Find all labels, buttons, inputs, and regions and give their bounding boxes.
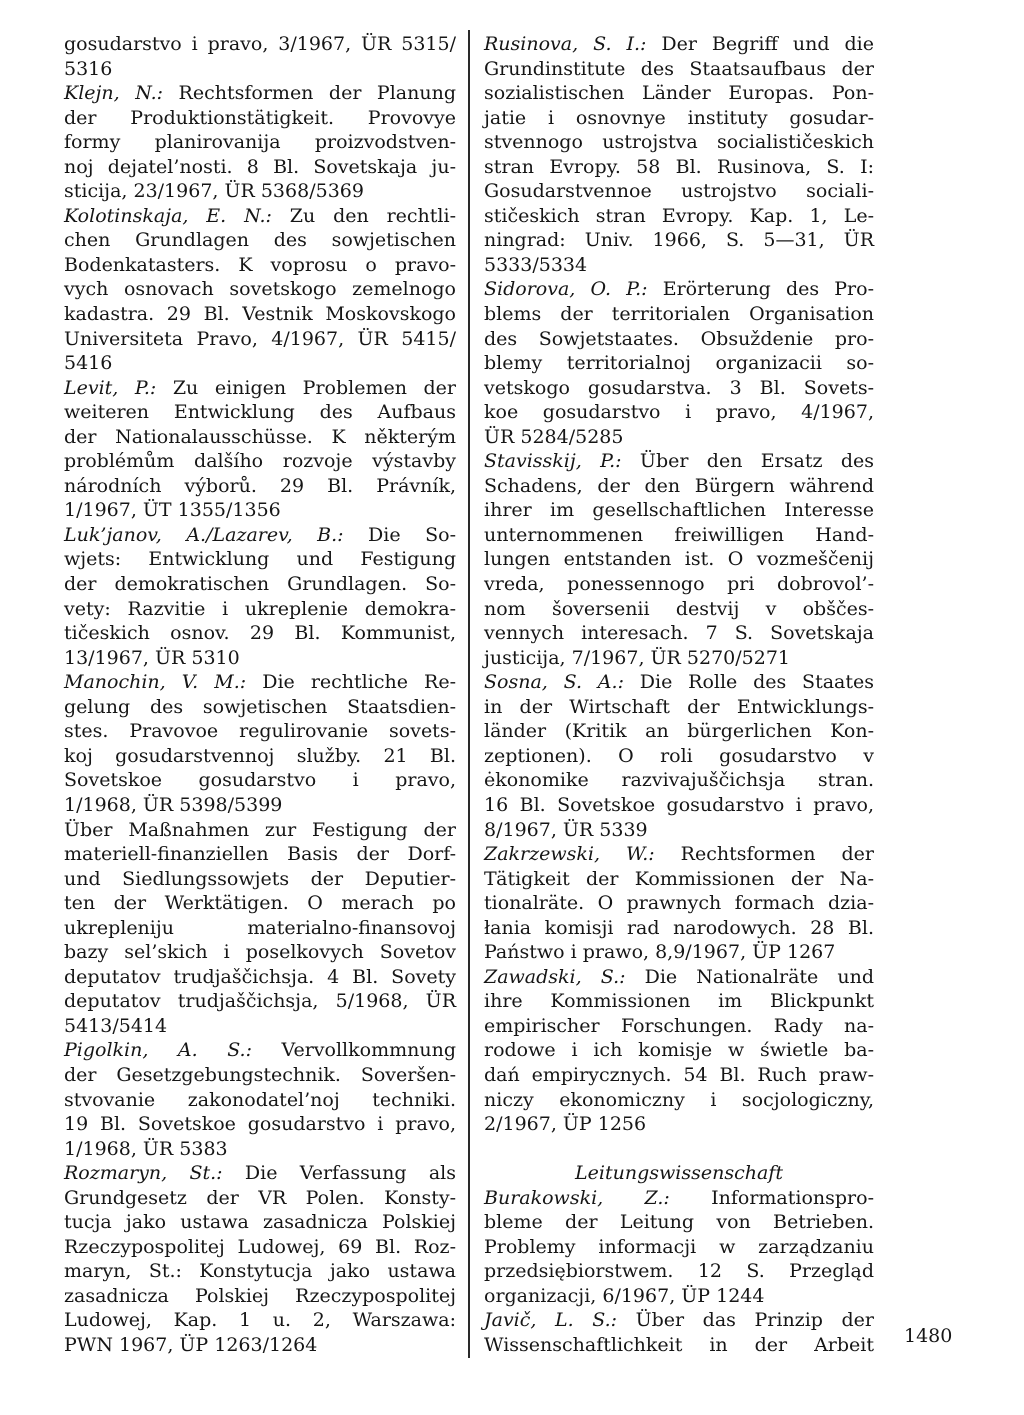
text-line bbox=[484, 327, 874, 352]
text-line bbox=[484, 1161, 874, 1186]
text-line bbox=[484, 204, 874, 229]
text-line bbox=[484, 1210, 874, 1235]
text-line bbox=[484, 768, 874, 793]
text-line bbox=[64, 1333, 456, 1358]
text-line bbox=[484, 842, 874, 867]
left-column bbox=[64, 32, 456, 1358]
text-line bbox=[64, 449, 456, 474]
entry-text: Państwo i prawo, 8,9/1967, ÜP 1267 bbox=[484, 941, 836, 964]
entry-author: Stavisskij, P.: bbox=[484, 450, 622, 473]
entry-text: tičeskich osnov. 29 Bl. Kommunist, bbox=[64, 622, 456, 645]
entry-text: stvovanie zakonodatel’noj techniki. bbox=[64, 1088, 456, 1111]
text-line bbox=[484, 1014, 874, 1039]
text-line bbox=[64, 1284, 456, 1309]
text-line bbox=[484, 572, 874, 597]
entry-text: vych osnovach sovetskogo zemelnogo bbox=[64, 278, 456, 301]
text-line bbox=[64, 253, 456, 278]
text-line bbox=[484, 179, 874, 204]
text-line bbox=[484, 81, 874, 106]
entry-text: 5316 bbox=[64, 57, 113, 80]
entry-text: 16 Bl. Sovetskoe gosudarstvo i pravo, bbox=[484, 793, 874, 816]
entry-text: ukrepleniju materialno-finansovoj bbox=[64, 916, 456, 939]
entry-text: justicija, 7/1967, ÜR 5270/5271 bbox=[484, 646, 790, 669]
text-line bbox=[484, 1112, 874, 1137]
entry-text: sozialistischen Länder Europas. Pon- bbox=[484, 82, 874, 105]
column-divider bbox=[468, 30, 470, 1358]
text-line bbox=[64, 891, 456, 916]
page-number: 1480 bbox=[904, 1325, 953, 1347]
text-line bbox=[64, 695, 456, 720]
entry-text: 5333/5334 bbox=[484, 253, 588, 276]
entry-text: der Nationalausschüsse. K některým bbox=[64, 425, 456, 448]
entry-text: Bodenkatasters. K voprosu o pravo- bbox=[64, 253, 456, 276]
entry-text: Rechtsformen der bbox=[654, 843, 875, 866]
entry-text: kadastra. 29 Bl. Vestnik Moskovskogo bbox=[64, 303, 456, 326]
entry-text: Gosudarstvennoe ustrojstvo sociali- bbox=[484, 180, 874, 203]
entry-text: chen Grundlagen des sowjetischen bbox=[64, 229, 456, 252]
text-line bbox=[484, 1259, 874, 1284]
entry-text: rodowe i ich komisje w świetle ba- bbox=[484, 1039, 874, 1062]
entry-text: formy planirovanija proizvodstven- bbox=[64, 131, 456, 154]
entry-text: łania komisji rad narodowych. 28 Bl. bbox=[484, 916, 874, 939]
text-line bbox=[484, 1235, 874, 1260]
text-line bbox=[484, 867, 874, 892]
entry-text: tucja jako ustawa zasadnicza Polskiej bbox=[64, 1211, 456, 1234]
text-line bbox=[484, 32, 874, 57]
entry-author: Zakrzewski, W.: bbox=[484, 843, 655, 866]
entry-author: Sidorova, O. P.: bbox=[484, 278, 648, 301]
entry-text: Die rechtliche Re- bbox=[246, 671, 456, 694]
text-line bbox=[64, 965, 456, 990]
entry-text: przedsiębiorstwem. 12 S. Przegląd bbox=[484, 1260, 874, 1283]
right-column bbox=[484, 32, 874, 1358]
entry-text: Der Begriff und die bbox=[646, 33, 874, 55]
entry-text: Ludowej, Kap. 1 u. 2, Warszawa: bbox=[64, 1309, 456, 1332]
entry-text: vety: Razvitie i ukreplenie demokra- bbox=[64, 597, 456, 620]
entry-text: organizacji, 6/1967, ÜP 1244 bbox=[484, 1284, 765, 1307]
entry-author: Luk’janov, A./Lazarev, B.: bbox=[64, 523, 344, 546]
text-line bbox=[484, 57, 874, 82]
entry-text: nom šoversenii destvij v obščes- bbox=[484, 597, 874, 620]
entry-text: Über den Ersatz des bbox=[621, 450, 874, 473]
text-line bbox=[484, 155, 874, 180]
entry-author: Burakowski, Z.: bbox=[484, 1186, 670, 1209]
text-line bbox=[64, 744, 456, 769]
text-line bbox=[484, 302, 874, 327]
text-line bbox=[64, 1235, 456, 1260]
entry-text: 19 Bl. Sovetskoe gosudarstvo i pravo, bbox=[64, 1113, 456, 1136]
text-line bbox=[64, 867, 456, 892]
text-line bbox=[64, 793, 456, 818]
entry-text: Erörterung des Pro- bbox=[647, 278, 874, 301]
section-heading: Leitungswissenschaft bbox=[575, 1162, 783, 1185]
entry-author: Manochin, V. M.: bbox=[64, 671, 247, 694]
entry-text: materiell-finanziellen Basis der Dorf- bbox=[64, 843, 456, 866]
text-line bbox=[484, 1088, 874, 1113]
entry-text: ningrad: Univ. 1966, S. 5—31, ÜR bbox=[484, 229, 874, 252]
text-line bbox=[64, 277, 456, 302]
text-line bbox=[64, 842, 456, 867]
text-line bbox=[64, 1308, 456, 1333]
entry-text: 5416 bbox=[64, 352, 113, 375]
text-line bbox=[64, 621, 456, 646]
entry-text: Die So- bbox=[343, 523, 457, 546]
text-line bbox=[64, 351, 456, 376]
entry-text: tionalräte. O prawnych formach dzia- bbox=[484, 892, 874, 915]
entry-text: des Sowjetstaates. Obsuždenie pro- bbox=[484, 327, 874, 350]
entry-text: Tätigkeit der Kommissionen der Na- bbox=[484, 867, 874, 890]
text-line bbox=[64, 646, 456, 671]
text-line bbox=[64, 1014, 456, 1039]
text-line bbox=[484, 425, 874, 450]
text-line bbox=[64, 1112, 456, 1137]
entry-text: koe gosudarstvo i pravo, 4/1967, bbox=[484, 401, 874, 424]
entry-text: und Siedlungssowjets der Deputier- bbox=[64, 867, 456, 890]
text-line bbox=[484, 130, 874, 155]
entry-text: Grundgesetz der VR Polen. Konsty- bbox=[64, 1186, 456, 1209]
text-line bbox=[484, 277, 874, 302]
entry-text: 1/1968, ÜR 5398/5399 bbox=[64, 793, 283, 816]
entry-text: ihrer im gesellschaftlichen Interesse bbox=[484, 499, 874, 522]
text-line bbox=[484, 498, 874, 523]
text-line bbox=[484, 793, 874, 818]
entry-text: noj dejatel’nosti. 8 Bl. Sovetskaja ju- bbox=[64, 155, 456, 178]
entry-text: der Produktionstätigkeit. Provovye bbox=[64, 106, 456, 129]
text-line bbox=[64, 1063, 456, 1088]
entry-text: stičeskich stran Evropy. Kap. 1, Le- bbox=[484, 204, 874, 227]
entry-author: Rozmaryn, St.: bbox=[64, 1162, 223, 1185]
entry-text: Über Maßnahmen zur Festigung der bbox=[64, 818, 456, 841]
entry-text: bazy sel’skich i poselkovych Sovetov bbox=[64, 941, 456, 964]
text-line bbox=[64, 989, 456, 1014]
text-line bbox=[64, 204, 456, 229]
entry-text: der Gesetzgebungstechnik. Soveršen- bbox=[64, 1063, 456, 1086]
text-line bbox=[64, 228, 456, 253]
text-line bbox=[484, 523, 874, 548]
entry-text: Problemy informacji w zarządzaniu bbox=[484, 1235, 874, 1258]
entry-text: vreda, ponessennogo pri dobrovol’- bbox=[484, 573, 874, 596]
text-line bbox=[484, 106, 874, 131]
text-line bbox=[484, 351, 874, 376]
entry-text: Sovetskoe gosudarstvo i pravo, bbox=[64, 769, 456, 792]
text-line bbox=[64, 1161, 456, 1186]
text-line bbox=[484, 916, 874, 941]
entry-text: Über das Prinzip der bbox=[617, 1309, 874, 1332]
entry-text: 8/1967, ÜR 5339 bbox=[484, 818, 648, 841]
text-line bbox=[484, 449, 874, 474]
entry-text: bleme der Leitung von Betrieben. bbox=[484, 1211, 874, 1234]
entry-text: 1/1967, ÜT 1355/1356 bbox=[64, 499, 281, 522]
text-line bbox=[484, 1284, 874, 1309]
text-line bbox=[64, 155, 456, 180]
text-line bbox=[484, 376, 874, 401]
entry-text: lungen entstanden ist. O vozmeščenij bbox=[484, 548, 874, 571]
text-line bbox=[484, 1186, 874, 1211]
entry-text: Rechtsformen der Planung bbox=[163, 82, 456, 105]
entry-text: Wissenschaftlichkeit in der Arbeit bbox=[484, 1333, 874, 1356]
entry-author: Levit, P.: bbox=[64, 376, 157, 399]
text-line bbox=[64, 130, 456, 155]
text-line bbox=[64, 425, 456, 450]
entry-text: Universiteta Pravo, 4/1967, ÜR 5415/ bbox=[64, 327, 456, 350]
text-line bbox=[64, 1038, 456, 1063]
text-line bbox=[64, 32, 456, 57]
text-line bbox=[64, 179, 456, 204]
entry-text: gelung des sowjetischen Staatsdien- bbox=[64, 695, 456, 718]
entry-text: Die Nationalräte und bbox=[625, 965, 875, 988]
text-line bbox=[64, 81, 456, 106]
text-line bbox=[64, 376, 456, 401]
text-line bbox=[484, 965, 874, 990]
entry-text: Die Rolle des Staates bbox=[623, 671, 874, 694]
text-line bbox=[64, 916, 456, 941]
text-line bbox=[484, 646, 874, 671]
text-line bbox=[484, 1063, 874, 1088]
text-line bbox=[484, 940, 874, 965]
entry-text: Informationspro- bbox=[669, 1186, 874, 1209]
entry-text: ÜR 5284/5285 bbox=[484, 425, 624, 448]
entry-text: Rzeczypospolitej Ludowej, 69 Bl. Roz- bbox=[64, 1235, 456, 1258]
entry-text: stvennogo ustrojstva socialističeskich bbox=[484, 131, 874, 154]
entry-text: 2/1967, ÜP 1256 bbox=[484, 1113, 647, 1136]
entry-text: Grundinstitute des Staatsaufbaus der bbox=[484, 57, 874, 80]
entry-text: ihre Kommissionen im Blickpunkt bbox=[484, 990, 874, 1013]
text-line bbox=[64, 547, 456, 572]
entry-text: ėkonomike razvivajuščichsja stran. bbox=[484, 769, 874, 792]
text-line bbox=[64, 1137, 456, 1162]
text-line bbox=[64, 1259, 456, 1284]
entry-text: koj gosudarstvennoj služby. 21 Bl. bbox=[64, 744, 456, 767]
entry-text: wjets: Entwicklung und Festigung bbox=[64, 548, 456, 571]
text-line bbox=[484, 891, 874, 916]
entry-text: Die Verfassung als bbox=[222, 1162, 456, 1185]
entry-text: sticija, 23/1967, ÜR 5368/5369 bbox=[64, 180, 364, 203]
text-line bbox=[64, 474, 456, 499]
text-line bbox=[484, 719, 874, 744]
entry-text: der demokratischen Grundlagen. So- bbox=[64, 573, 456, 596]
entry-author: Pigolkin, A. S.: bbox=[64, 1039, 252, 1062]
text-line bbox=[64, 1186, 456, 1211]
text-line bbox=[64, 106, 456, 131]
text-line bbox=[64, 719, 456, 744]
entry-author: Rusinova, S. I.: bbox=[484, 33, 647, 55]
entry-text: länder (Kritik an bürgerlichen Kon- bbox=[484, 720, 874, 743]
text-line bbox=[484, 818, 874, 843]
entry-text: 5413/5414 bbox=[64, 1014, 168, 1037]
text-line bbox=[484, 253, 874, 278]
entry-text: in der Wirtschaft der Entwicklungs- bbox=[484, 695, 874, 718]
entry-text: dań empirycznych. 54 Bl. Ruch praw- bbox=[484, 1063, 874, 1086]
text-line bbox=[64, 1210, 456, 1235]
text-line bbox=[484, 670, 874, 695]
entry-text: zeptionen). O roli gosudarstvo v bbox=[484, 744, 874, 767]
text-line bbox=[484, 400, 874, 425]
text-line bbox=[64, 572, 456, 597]
entry-text: weiteren Entwicklung des Aufbaus bbox=[64, 401, 456, 424]
entry-author: Javič, L. S.: bbox=[484, 1309, 618, 1332]
text-line bbox=[484, 989, 874, 1014]
text-line bbox=[64, 523, 456, 548]
entry-text: empirischer Forschungen. Rady na- bbox=[484, 1014, 874, 1037]
text-line bbox=[484, 474, 874, 499]
text-line bbox=[64, 768, 456, 793]
entry-text: stran Evropy. 58 Bl. Rusinova, S. I: bbox=[484, 155, 874, 178]
text-line bbox=[484, 1038, 874, 1063]
entry-author: Zawadski, S.: bbox=[484, 965, 626, 988]
entry-text: Schadens, der den Bürgern während bbox=[484, 474, 874, 497]
entry-text: jatie i osnovnye instituty gosudar- bbox=[484, 106, 874, 129]
entry-text: problémům dalšího rozvoje výstavby bbox=[64, 450, 456, 473]
entry-text: PWN 1967, ÜP 1263/1264 bbox=[64, 1333, 318, 1356]
entry-text: vennych interesach. 7 S. Sovetskaja bbox=[484, 622, 874, 645]
text-line bbox=[484, 597, 874, 622]
entry-text: zasadnicza Polskiej Rzeczypospolitej bbox=[64, 1284, 456, 1307]
entry-text: stes. Pravovoe regulirovanie sovets- bbox=[64, 720, 456, 743]
text-line bbox=[64, 1088, 456, 1113]
text-line bbox=[64, 327, 456, 352]
entry-author: Klejn, N.: bbox=[64, 82, 164, 105]
text-line bbox=[64, 57, 456, 82]
entry-author: Kolotinskaja, E. N.: bbox=[64, 204, 272, 227]
entry-text: niczy ekonomiczny i socjologiczny, bbox=[484, 1088, 874, 1111]
entry-text: Zu einigen Problemen der bbox=[156, 376, 456, 399]
text-line bbox=[484, 1308, 874, 1333]
entry-text: Vervollkommnung bbox=[251, 1039, 456, 1062]
text-line bbox=[64, 597, 456, 622]
entry-text: deputatov trudjaščichsja, 5/1968, ÜR bbox=[64, 990, 456, 1013]
entry-text: ten der Werktätigen. O merach po bbox=[64, 892, 456, 915]
entry-text: maryn, St.: Konstytucja jako ustawa bbox=[64, 1260, 456, 1283]
text-line bbox=[64, 302, 456, 327]
entry-text: deputatov trudjaščichsja. 4 Bl. Sovety bbox=[64, 965, 456, 988]
text-line bbox=[64, 400, 456, 425]
text-line bbox=[484, 1137, 874, 1162]
entry-text: vetskogo gosudarstva. 3 Bl. Sovets- bbox=[484, 376, 874, 399]
entry-text: Zu den rechtli- bbox=[271, 204, 456, 227]
entry-text: gosudarstvo i pravo, 3/1967, ÜR 5315/ bbox=[64, 33, 456, 55]
text-line bbox=[484, 695, 874, 720]
entry-author: Sosna, S. A.: bbox=[484, 671, 624, 694]
text-line bbox=[64, 818, 456, 843]
entry-text: blemy territorialnoj organizacii so- bbox=[484, 352, 874, 375]
text-line bbox=[64, 670, 456, 695]
entry-text: národních výborů. 29 Bl. Právník, bbox=[64, 474, 456, 497]
text-line bbox=[484, 547, 874, 572]
text-line bbox=[484, 228, 874, 253]
text-line bbox=[484, 621, 874, 646]
text-line bbox=[64, 498, 456, 523]
text-line bbox=[484, 1333, 874, 1358]
entry-text: 1/1968, ÜR 5383 bbox=[64, 1137, 228, 1160]
entry-text: 13/1967, ÜR 5310 bbox=[64, 646, 240, 669]
text-line bbox=[484, 744, 874, 769]
entry-text: blems der territorialen Organisation bbox=[484, 303, 874, 326]
entry-text: unternommenen freiwilligen Hand- bbox=[484, 523, 874, 546]
text-line bbox=[64, 940, 456, 965]
